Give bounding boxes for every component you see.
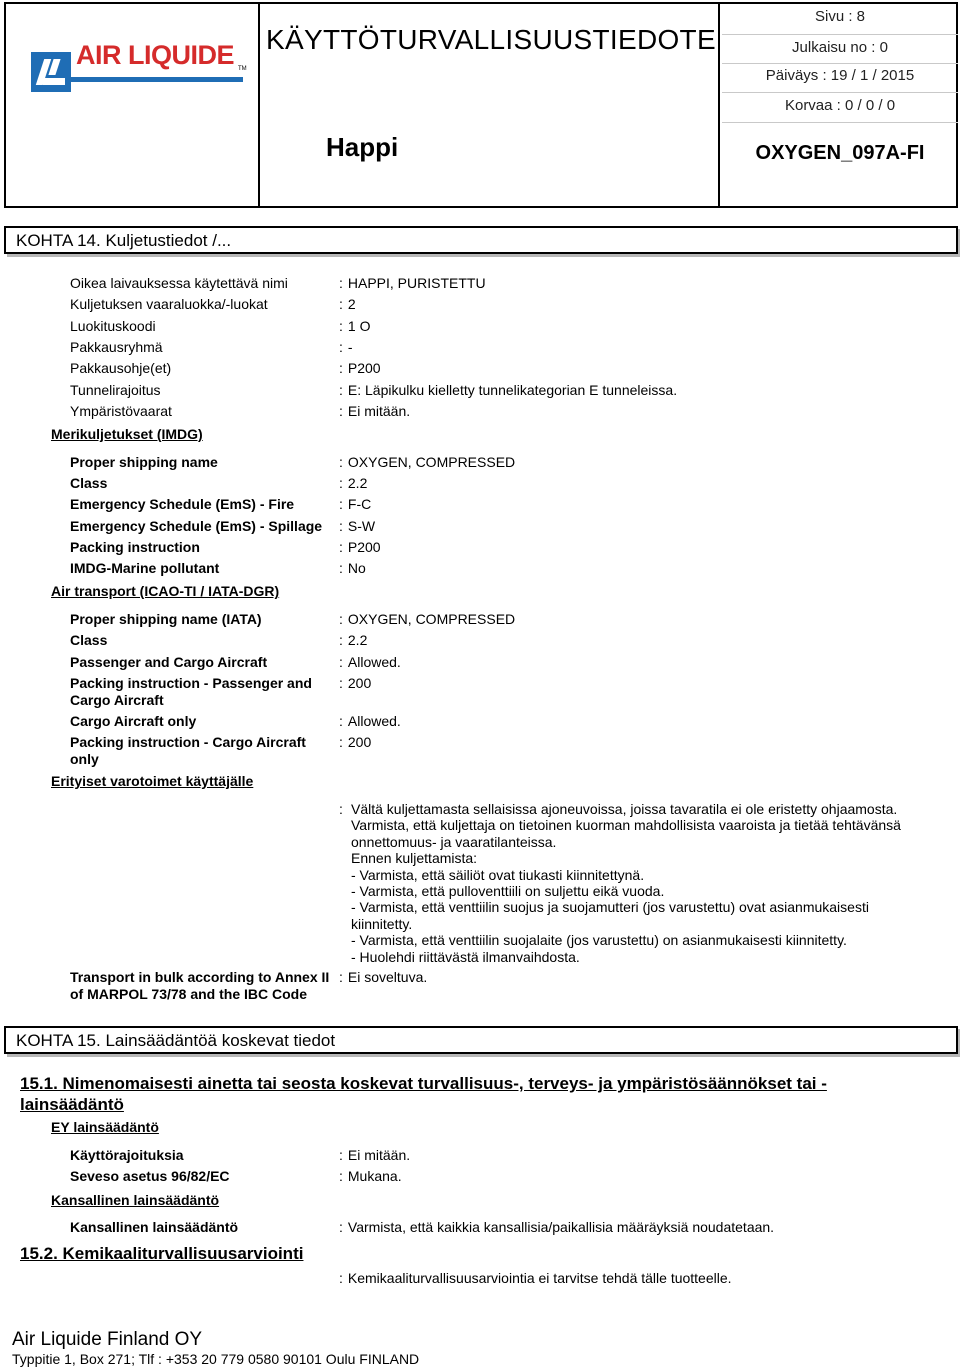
eu-value: : Ei mitään. — [339, 1147, 411, 1163]
imdg-value: : No — [339, 560, 366, 576]
iata-label: Proper shipping name (IATA) — [70, 611, 262, 627]
replaces: Korvaa : 0 / 0 / 0 — [784, 97, 896, 114]
road-value: : P200 — [339, 360, 381, 376]
logo-trademark: TM — [238, 66, 247, 72]
national-legislation-heading: Kansallinen lainsäädäntö — [51, 1192, 220, 1208]
road-value: : 1 O — [339, 318, 371, 334]
precaution-line: Ennen kuljettamista: — [351, 850, 478, 867]
imdg-value: : F-C — [339, 496, 372, 512]
road-value: : HAPPI, PURISTETTU — [339, 275, 486, 291]
precaution-line: Varmista, että kuljettaja on tietoinen kuorman mahdollisista vaaroista ja tietää tehtävänsä onnettomuus- ja vaaratilanteissa. — [351, 817, 901, 850]
precaution-line: - Varmista, että venttiilin suojalaite (jos varustettu) on asianmukaisesti kiinnitetty. — [351, 932, 847, 949]
issue-number: Julkaisu no : 0 — [792, 39, 888, 56]
meta-divider — [722, 122, 958, 123]
precaution-line: Vältä kuljettamasta sellaisissa ajoneuvoissa, joissa tavaratila ei ole eristetty ohjaamosta. — [351, 801, 898, 817]
iata-value: : 200 — [339, 675, 372, 691]
iata-value: : 2.2 — [339, 632, 368, 648]
iata-value: : OXYGEN, COMPRESSED — [339, 611, 516, 627]
meta-cell — [722, 4, 958, 206]
iata-value: : 200 — [339, 734, 372, 750]
precaution-line: - Varmista, että venttiilin suojus ja suojamutteri (jos varustettu) ovat asianmukaisesti kiinnitetty. — [351, 899, 869, 932]
imdg-label: IMDG-Marine pollutant — [70, 560, 220, 576]
iata-label: Packing instruction - Passenger and Cargo Aircraft — [70, 675, 312, 708]
document-code: OXYGEN_097A-FI — [755, 142, 925, 164]
iata-label: Class — [70, 632, 108, 648]
meta-divider — [722, 34, 958, 35]
imdg-label: Packing instruction — [70, 539, 200, 555]
imdg-label: Emergency Schedule (EmS) - Fire — [70, 496, 295, 512]
national-label: Kansallinen lainsäädäntö — [70, 1219, 239, 1235]
road-label: Ympäristövaarat — [70, 403, 172, 419]
imdg-value: : P200 — [339, 539, 381, 555]
product-name: Happi — [326, 132, 399, 162]
road-label: Tunnelirajoitus — [70, 382, 161, 398]
road-value: : E: Läpikulku kielletty tunnelikategorian E tunneleissa. — [339, 382, 678, 398]
road-label: Pakkausohje(et) — [70, 360, 172, 376]
eu-label: Seveso asetus 96/82/EC — [70, 1168, 230, 1184]
road-value: : 2 — [339, 296, 356, 312]
subsection-15-1-title: 15.1. Nimenomaisesti ainetta tai seosta koskevat turvallisuus-, terveys- ja ympäristösäännökset tai -lainsäädäntö — [20, 1074, 827, 1114]
iata-value: : Allowed. — [339, 654, 401, 670]
issue-date: Päiväys : 19 / 1 / 2015 — [765, 67, 915, 84]
subsection-15-2-title: 15.2. Kemikaaliturvallisuusarviointi — [20, 1244, 304, 1263]
footer-company: Air Liquide Finland OY — [12, 1329, 203, 1350]
national-value: : Varmista, että kaikkia kansallisia/paikallisia määräyksiä noudatetaan. — [339, 1219, 775, 1235]
road-label: Kuljetuksen vaaraluokka/-luokat — [70, 296, 268, 312]
precaution-line: - Varmista, että säiliöt ovat tiukasti kiinnitettynä. — [351, 866, 645, 883]
imdg-label: Class — [70, 475, 108, 491]
section-15-bar: KOHTA 15. Lainsäädäntöä koskevat tiedot — [4, 1026, 958, 1054]
iata-label: Cargo Aircraft only — [70, 713, 197, 729]
logo-text: AIR LIQUIDE — [76, 40, 235, 70]
precautions-text — [351, 801, 931, 965]
bulk-value: : Ei soveltuva. — [339, 969, 428, 985]
document-title: KÄYTTÖTURVALLISUUSTIEDOTE — [266, 24, 716, 55]
document-header — [4, 2, 958, 208]
page-number: Sivu : 8 — [814, 8, 866, 25]
road-value: : - — [339, 339, 353, 355]
road-label: Pakkausryhmä — [70, 339, 163, 355]
meta-divider — [722, 63, 958, 64]
imdg-value: : OXYGEN, COMPRESSED — [339, 454, 516, 470]
imdg-label: Emergency Schedule (EmS) - Spillage — [70, 518, 323, 534]
precaution-line: - Huolehdi riittävästä ilmanvaihdosta. — [351, 948, 580, 965]
imdg-label: Proper shipping name — [70, 454, 218, 470]
logo-underline — [70, 77, 243, 82]
imdg-value: : S-W — [339, 518, 376, 534]
chemical-safety-value: : Kemikaaliturvallisuusarviointia ei tarvitse tehdä tälle tuotteelle. — [339, 1270, 732, 1286]
section-14-bar: KOHTA 14. Kuljetustiedot /... — [4, 226, 958, 254]
iata-heading: Air transport (ICAO-TI / IATA-DGR) — [51, 583, 280, 599]
logo-cell — [6, 4, 260, 206]
meta-divider — [722, 92, 958, 93]
iata-value: : Allowed. — [339, 713, 401, 729]
imdg-heading: Merikuljetukset (IMDG) — [51, 426, 203, 442]
footer-address: Typpitie 1, Box 271; Tlf : +353 20 779 0580 90101 Oulu FINLAND — [12, 1351, 420, 1367]
eu-legislation-heading: EY lainsäädäntö — [51, 1119, 159, 1135]
title-cell — [262, 4, 720, 206]
imdg-value: : 2.2 — [339, 475, 368, 491]
precautions-heading: Erityiset varotoimet käyttäjälle — [51, 773, 254, 789]
road-label: Oikea laivauksessa käytettävä nimi — [70, 275, 288, 291]
bulk-label: Transport in bulk according to Annex II of MARPOL 73/78 and the IBC Code — [70, 969, 330, 1002]
iata-label: Packing instruction - Cargo Aircraft only — [70, 734, 306, 767]
eu-value: : Mukana. — [339, 1168, 402, 1184]
precautions-colon: : — [339, 801, 343, 817]
air-liquide-logo-icon — [31, 52, 71, 92]
road-value: : Ei mitään. — [339, 403, 411, 419]
iata-label: Passenger and Cargo Aircraft — [70, 654, 268, 670]
eu-label: Käyttörajoituksia — [70, 1147, 184, 1163]
precaution-line: - Varmista, että pulloventtiili on suljettu eikä vuoda. — [351, 883, 665, 900]
road-label: Luokituskoodi — [70, 318, 156, 334]
